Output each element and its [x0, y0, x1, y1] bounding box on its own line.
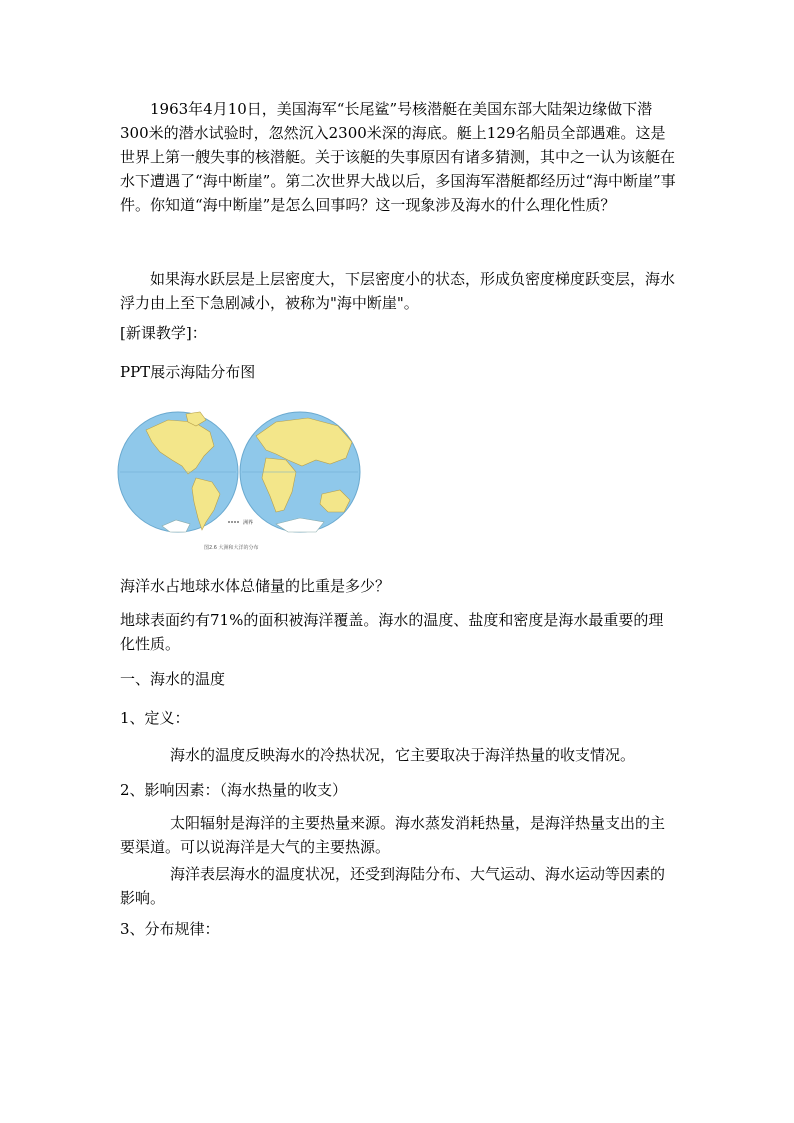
section-label: [新课教学]： — [120, 324, 207, 342]
definition-text: 海水的温度反映海水的冷热状况，它主要取决于海洋热量的收支情况。 — [170, 746, 636, 764]
question-line: 海洋水占地球水体总储量的比重是多少？ — [120, 577, 391, 595]
legend-label: 洲界 — [243, 520, 254, 526]
eastern-hemisphere — [240, 412, 360, 532]
world-map-figure — [116, 402, 366, 554]
map-caption: 图2.6 大洲和大洋的分布 — [204, 545, 259, 551]
factor-paragraph-1: 太阳辐射是海洋的主要热量来源。海水蒸发消耗热量，是海洋热量支出的主要渠道。可以说海洋是大气的主要热源。 — [120, 814, 666, 856]
factor-paragraph-2: 海洋表层海水的温度状况，还受到海陆分布、大气运动、海水运动等因素的影响。 — [120, 865, 666, 907]
heading-definition: 1、定义： — [120, 709, 190, 727]
western-hemisphere — [118, 412, 238, 532]
answer-paragraph: 如果海水跃层是上层密度大，下层密度小的状态，形成负密度梯度跃变层，海水浮力由上至下急剧减小，被称为"海中断崖"。 — [120, 270, 676, 312]
fact-paragraph: 地球表面约有71%的面积被海洋覆盖。海水的温度、盐度和密度是海水最重要的理化性质。 — [120, 611, 664, 653]
heading-distribution: 3、分布规律： — [120, 920, 220, 938]
heading-factors: 2、影响因素：（海水热量的收支） — [120, 781, 348, 799]
ppt-line: PPT展示海陆分布图 — [120, 363, 256, 381]
intro-paragraph: 1963年4月10日，美国海军“长尾鲨”号核潜艇在美国东部大陆架边缘做下潜300米的潜水试验时，忽然沉入2300米深的海底。艇上129名船员全部遇难。这是世界上第一艘失事的核潜艇。关于该艇的失事原因有诸多猜测，其中之一认为该艇在水下遭遇了“海中断崖”。第二次世界大战以后，多国海军潜艇都经历过“海中断崖”事件。你知道“海中断崖”是怎么回事吗？这一现象涉及海水的什么理化性质？ — [120, 100, 676, 214]
heading-temperature: 一、海水的温度 — [120, 670, 226, 688]
